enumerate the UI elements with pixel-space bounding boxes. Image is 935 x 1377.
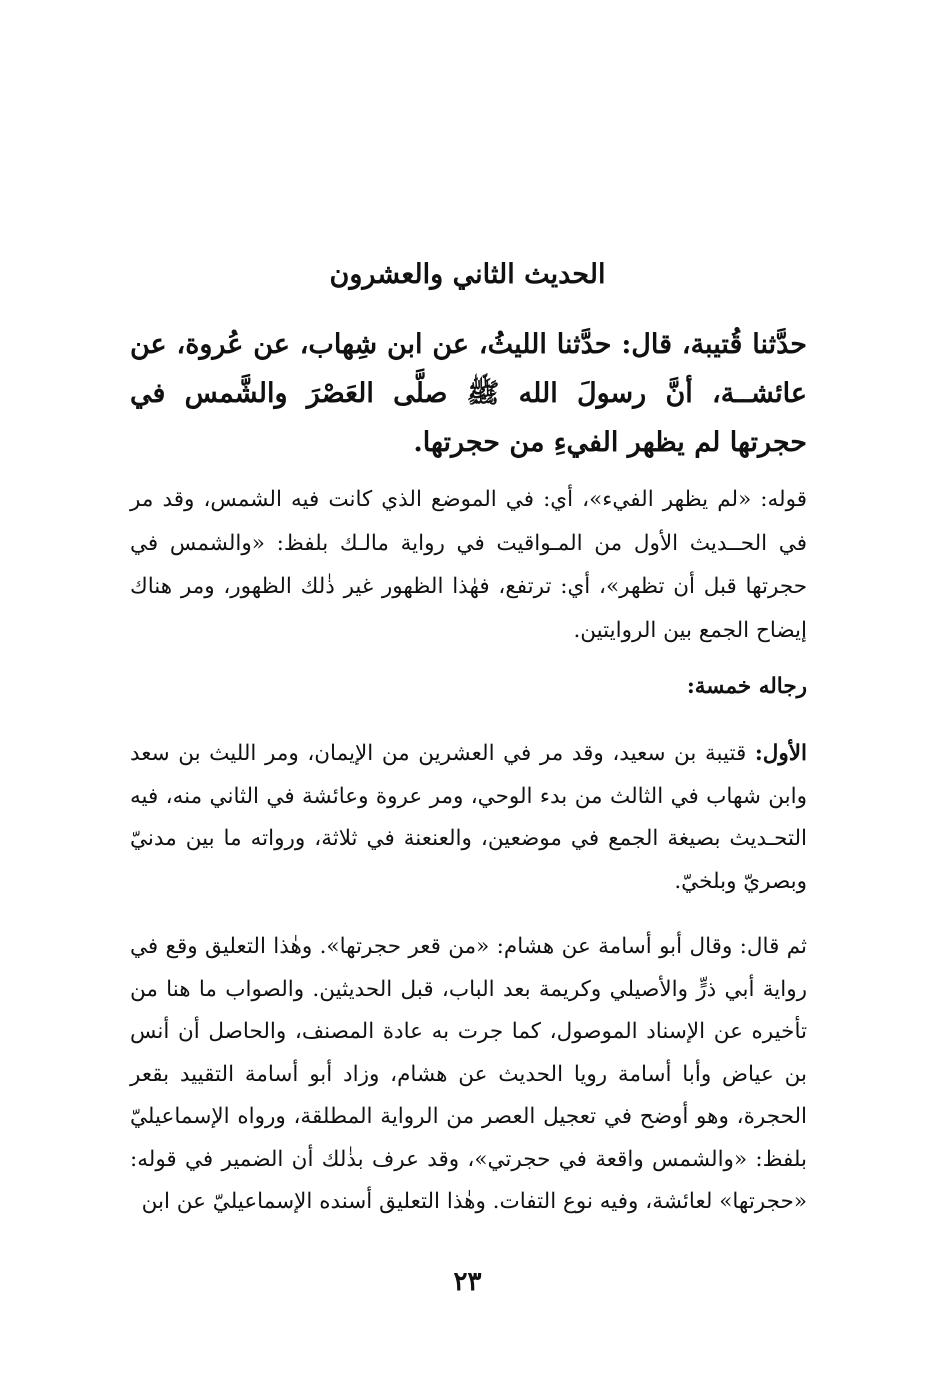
narrators-text: قتيبة بن سعيد، وقد مر في العشرين من الإيمان، ومر الليث بن سعد وابن شهاب في الثالث من بدء الوحي، ومر عروة وعائشة في الثاني منه، فيه التحـديث بصيغة الجمع في موضعين، والعنعنة في ثلاثة، ورواته ما بين مدنيّ وبصريّ وبلخيّ.	[130, 741, 807, 894]
commentary-paragraph-1: قوله: «لم يظهر الفيء»، أي: في الموضع الذي كانت فيه الشمس، وقد مر في الحــديث الأول من المـواقيت في رواية مالـك بلفظ: «والشمس في حجرتها قبل أن تظهر»، أي: ترتفع، فهٰذا الظهور غير ذٰلك الظهور، ومر هناك إيضاح الجمع بين الروايتين.	[130, 487, 807, 643]
hadith-title: الحديث الثاني والعشرون	[329, 259, 606, 290]
hadith-text: حدَّثنا قُتيبة، قال: حدَّثنا الليثُ، عن ابن شِهاب، عن عُروة، عن عائشــة، أنَّ رسولَ الله ﷺ صلَّى العَصْرَ والشَّمس في حجرتها لم يظهر الفيءِ من حجرتها.	[130, 329, 807, 458]
narrators-heading: رجاله خمسة:	[686, 674, 807, 699]
narrators-paragraph	[130, 733, 807, 903]
commentary-paragraph-2: ثم قال: وقال أبو أسامة عن هشام: «من قعر حجرتها». وهٰذا التعليق وقع في رواية أبي ذرٍّ والأصيلي وكريمة بعد الباب، قبل الحديثين. والصواب ما هنا من تأخيره عن الإسناد الموصول، كما جرت به عادة المصنف، والحاصل أن أنس بن عياض وأبا أسامة رويا الحديث عن هشام، وزاد أبو أسامة التقييد بقعر الحجرة، وهو أوضح في تعجيل العصر من الرواية المطلقة، ورواه الإسماعيليّ بلفظ: «والشمس واقعة في حجرتي»، وقد عرف بذٰلك أن الضمير في قوله: «حجرتها» لعائشة، وفيه نوع التفات. وهٰذا التعليق أسنده الإسماعيليّ عن ابن	[130, 934, 807, 1214]
narrators-lead: الأول:	[754, 741, 807, 766]
page-number: ٢٣	[453, 1267, 482, 1297]
